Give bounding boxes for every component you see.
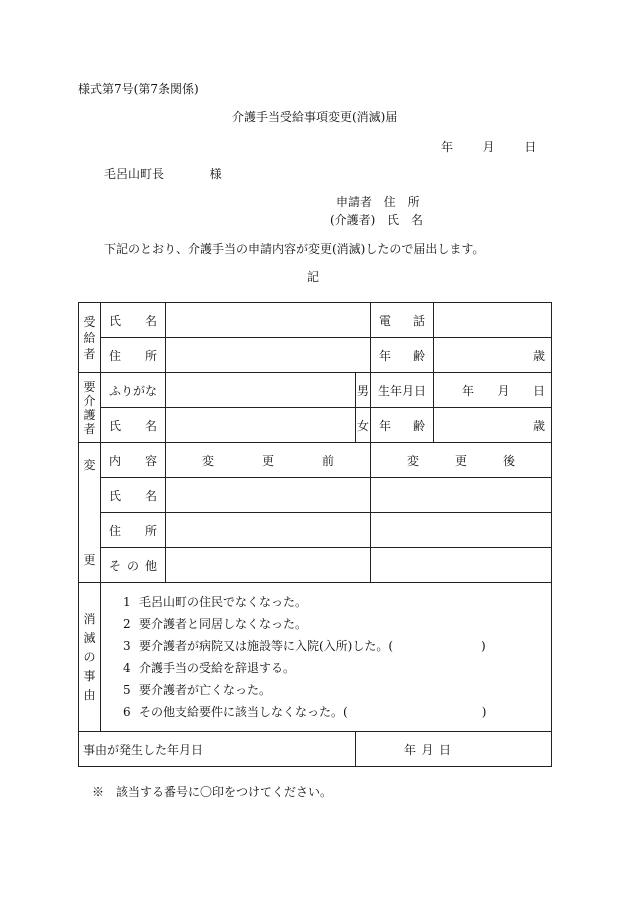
recipient-age-label: 年 齢 xyxy=(371,338,434,373)
change-address-after-field[interactable] xyxy=(371,513,552,548)
care-name-label: 氏 名 xyxy=(101,408,166,443)
recipient-address-field[interactable] xyxy=(166,338,371,373)
care-row-name xyxy=(79,408,552,443)
reason-item[interactable]: 5 要介護者が亡くなった。 xyxy=(123,683,272,697)
reason-item[interactable]: 6 その他支給要件に該当しなくなった。( ) xyxy=(123,705,487,719)
extinction-reasons-list xyxy=(101,583,552,732)
form-number: 様式第7号(第7条関係) xyxy=(78,82,199,96)
care-furigana-label: ふりがな xyxy=(101,373,166,408)
applicant-name-line xyxy=(330,211,423,228)
recipient-row-address xyxy=(79,338,552,373)
form-title: 介護手当受給事項変更(消滅)届 xyxy=(232,110,398,124)
recipient-phone-label: 電 話 xyxy=(371,303,434,338)
care-age-label: 年 齢 xyxy=(371,408,434,443)
change-name-label: 氏 名 xyxy=(101,478,166,513)
recipient-row-name xyxy=(79,303,552,338)
change-row-name xyxy=(79,478,552,513)
change-before-header: 変 更 前 xyxy=(166,443,371,478)
reason-item[interactable]: 4 介護手当の受給を辞退する。 xyxy=(123,661,296,675)
female-option[interactable]: 女 xyxy=(356,408,371,443)
change-other-label: そ の 他 xyxy=(101,548,166,583)
occurrence-row xyxy=(79,732,552,767)
occurrence-label: 事由が発生した年月日 xyxy=(79,732,356,767)
applicant-address-label: 住 所 xyxy=(383,195,420,209)
month-label: 月 xyxy=(482,140,495,154)
recipient-section-label: 受 給 者 xyxy=(79,303,101,373)
care-name-field[interactable] xyxy=(166,408,356,443)
extinction-section-label: 消 滅 の 事 由 xyxy=(79,583,101,732)
change-header-row xyxy=(79,443,552,478)
change-other-after-field[interactable] xyxy=(371,548,552,583)
applicant-role-sub: (介護者) xyxy=(330,213,376,227)
recipient-address-label: 住 所 xyxy=(101,338,166,373)
care-age-field[interactable] xyxy=(434,408,552,443)
care-birthdate-label: 生年月日 xyxy=(371,373,434,408)
care-row-furigana xyxy=(79,373,552,408)
recipient-age-unit: 歳 xyxy=(532,348,545,363)
change-name-after-field[interactable] xyxy=(371,478,552,513)
submission-date xyxy=(441,138,536,155)
applicant-name-label: 氏 名 xyxy=(387,213,424,227)
reason-item[interactable]: 3 要介護者が病院又は施設等に入院(入所)した。( ) xyxy=(123,639,486,653)
recipient-name-label: 氏 名 xyxy=(101,303,166,338)
change-row-other xyxy=(79,548,552,583)
application-form-table xyxy=(78,302,552,767)
extinction-row xyxy=(79,583,552,732)
care-age-unit: 歳 xyxy=(532,418,545,433)
care-section-label: 要 介 護 者 xyxy=(79,373,101,443)
occurrence-date-field[interactable]: 年 月 日 xyxy=(356,732,552,767)
change-other-before-field[interactable] xyxy=(166,548,371,583)
applicant-role: 申請者 xyxy=(336,195,373,209)
reason-item[interactable]: 2 要介護者と同居しなくなった。 xyxy=(123,617,308,631)
reason-item[interactable]: 1 毛呂山町の住民でなくなった。 xyxy=(123,595,308,609)
change-section-label: 変 更 xyxy=(79,443,101,583)
intro-text: 下記のとおり、介護手当の申請内容が変更(消滅)したので届出します。 xyxy=(104,242,485,256)
ki-label: 記 xyxy=(307,270,320,284)
recipient-phone-field[interactable] xyxy=(434,303,552,338)
addressee xyxy=(104,165,222,182)
change-address-before-field[interactable] xyxy=(166,513,371,548)
change-after-header: 変 更 後 xyxy=(371,443,552,478)
applicant-address-line xyxy=(336,193,420,210)
honorific: 様 xyxy=(209,167,222,181)
care-birthdate-field[interactable]: 年 月 日 xyxy=(434,373,552,408)
change-row-address xyxy=(79,513,552,548)
day-label: 日 xyxy=(524,140,537,154)
footnote: ※ 該当する番号に〇印をつけてください。 xyxy=(92,785,333,799)
change-content-label: 内 容 xyxy=(101,443,166,478)
addressee-name: 毛呂山町長 xyxy=(104,167,165,181)
care-furigana-field[interactable] xyxy=(166,373,356,408)
male-option[interactable]: 男 xyxy=(356,373,371,408)
year-label: 年 xyxy=(441,140,454,154)
recipient-name-field[interactable] xyxy=(166,303,371,338)
recipient-age-field[interactable] xyxy=(434,338,552,373)
change-name-before-field[interactable] xyxy=(166,478,371,513)
change-address-label: 住 所 xyxy=(101,513,166,548)
